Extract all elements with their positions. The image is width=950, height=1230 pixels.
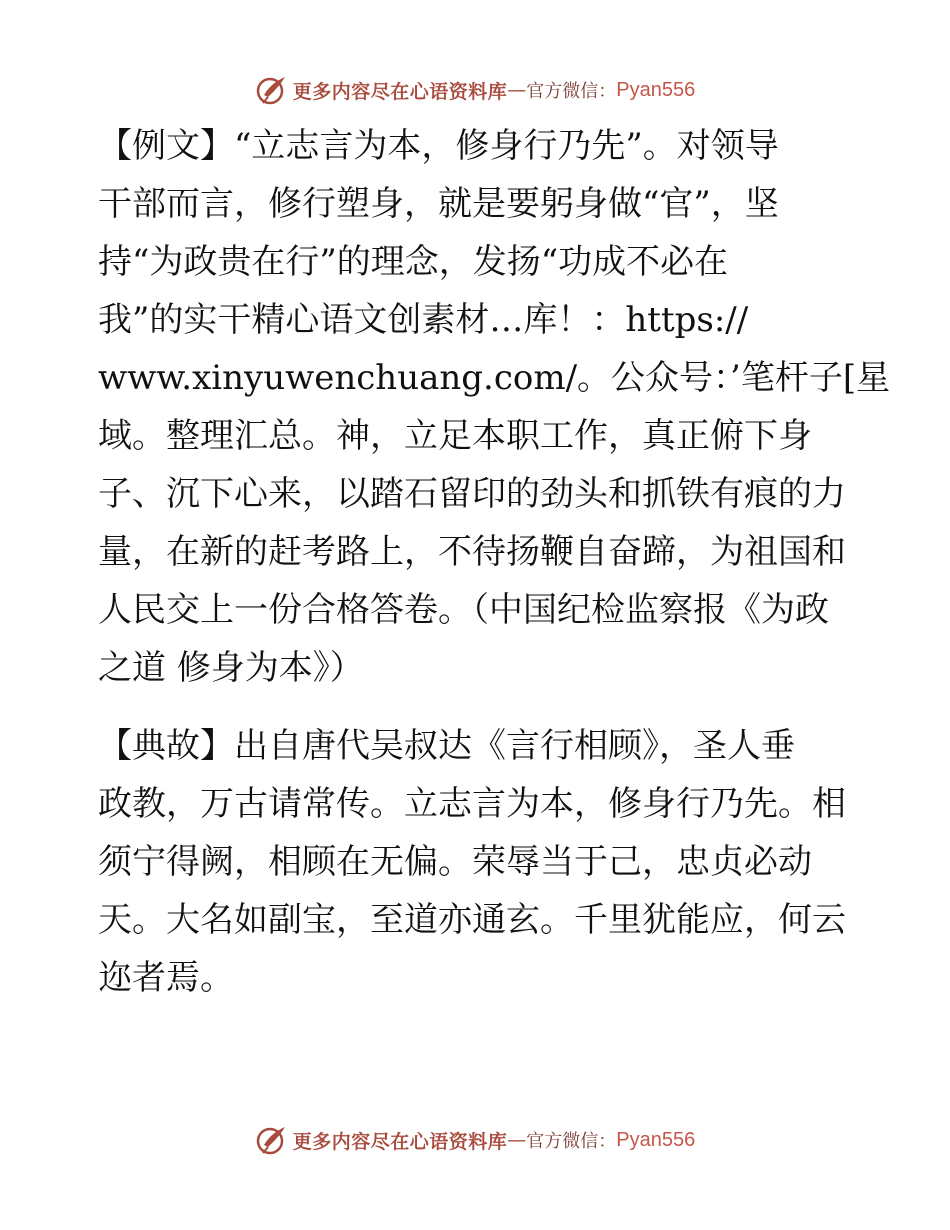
- paragraph-line: 天。大名如副宝，至道亦通玄。千里犹能应，何云: [98, 900, 846, 940]
- paragraph-line: 【典故】出自唐代吴叔达《言行相顾》，圣人垂: [98, 726, 795, 766]
- banner-title: 更多内容尽在心语资料库: [292, 1130, 508, 1153]
- paragraph-line: 干部而言，修行塑身，就是要躬身做“官”，坚: [98, 184, 779, 224]
- footer-watermark-banner: [0, 1120, 950, 1160]
- banner-official-label: 官方微信：: [526, 81, 617, 102]
- paragraph-line: 政教，万古请常传。立志言为本，修身行乃先。相: [98, 784, 846, 824]
- paragraph-line: 子、沉下心来，以踏石留印的劲头和抓铁有痕的力: [98, 474, 846, 514]
- quill-logo-icon: [255, 1123, 289, 1157]
- banner-wechat-id: Pyan556: [616, 78, 696, 101]
- paragraph-line: 之道 修身为本》）: [98, 648, 364, 688]
- paragraph-line: 须宁得阙，相顾在无偏。荣辱当于己，忠贞必动: [98, 842, 812, 882]
- paragraph-line: 持“为政贵在行”的理念，发扬“功成不必在: [98, 242, 729, 282]
- paragraph-line: 域。整理汇总。神，立足本职工作，真正俯下身: [98, 416, 812, 456]
- paragraph-line: 量，在新的赶考路上，不待扬鞭自奋蹄，为祖国和: [98, 532, 846, 572]
- paragraph-line: www.xinyuwenchuang.com/。公众号：’笔杆子[星: [98, 358, 891, 398]
- paragraph-line: 【例文】“立志言为本，修身行乃先”。对领导: [98, 126, 779, 166]
- paragraph-line: 人民交上一份合格答卷。（中国纪检监察报《为政: [98, 590, 829, 630]
- banner-dash: —: [507, 1129, 527, 1151]
- banner-title: 更多内容尽在心语资料库: [292, 80, 508, 103]
- banner-dash: —: [507, 79, 527, 101]
- quill-logo-icon: [255, 73, 289, 107]
- paragraph-line: 迩者焉。: [98, 958, 234, 998]
- banner-official-label: 官方微信：: [526, 1131, 617, 1152]
- example-paragraph: [98, 117, 891, 697]
- banner-wechat-id: Pyan556: [616, 1128, 696, 1151]
- allusion-paragraph: [98, 717, 858, 1007]
- paragraph-line: 我”的实干精心语文创素材…库！：https://: [98, 300, 749, 340]
- header-watermark-banner: [0, 70, 950, 110]
